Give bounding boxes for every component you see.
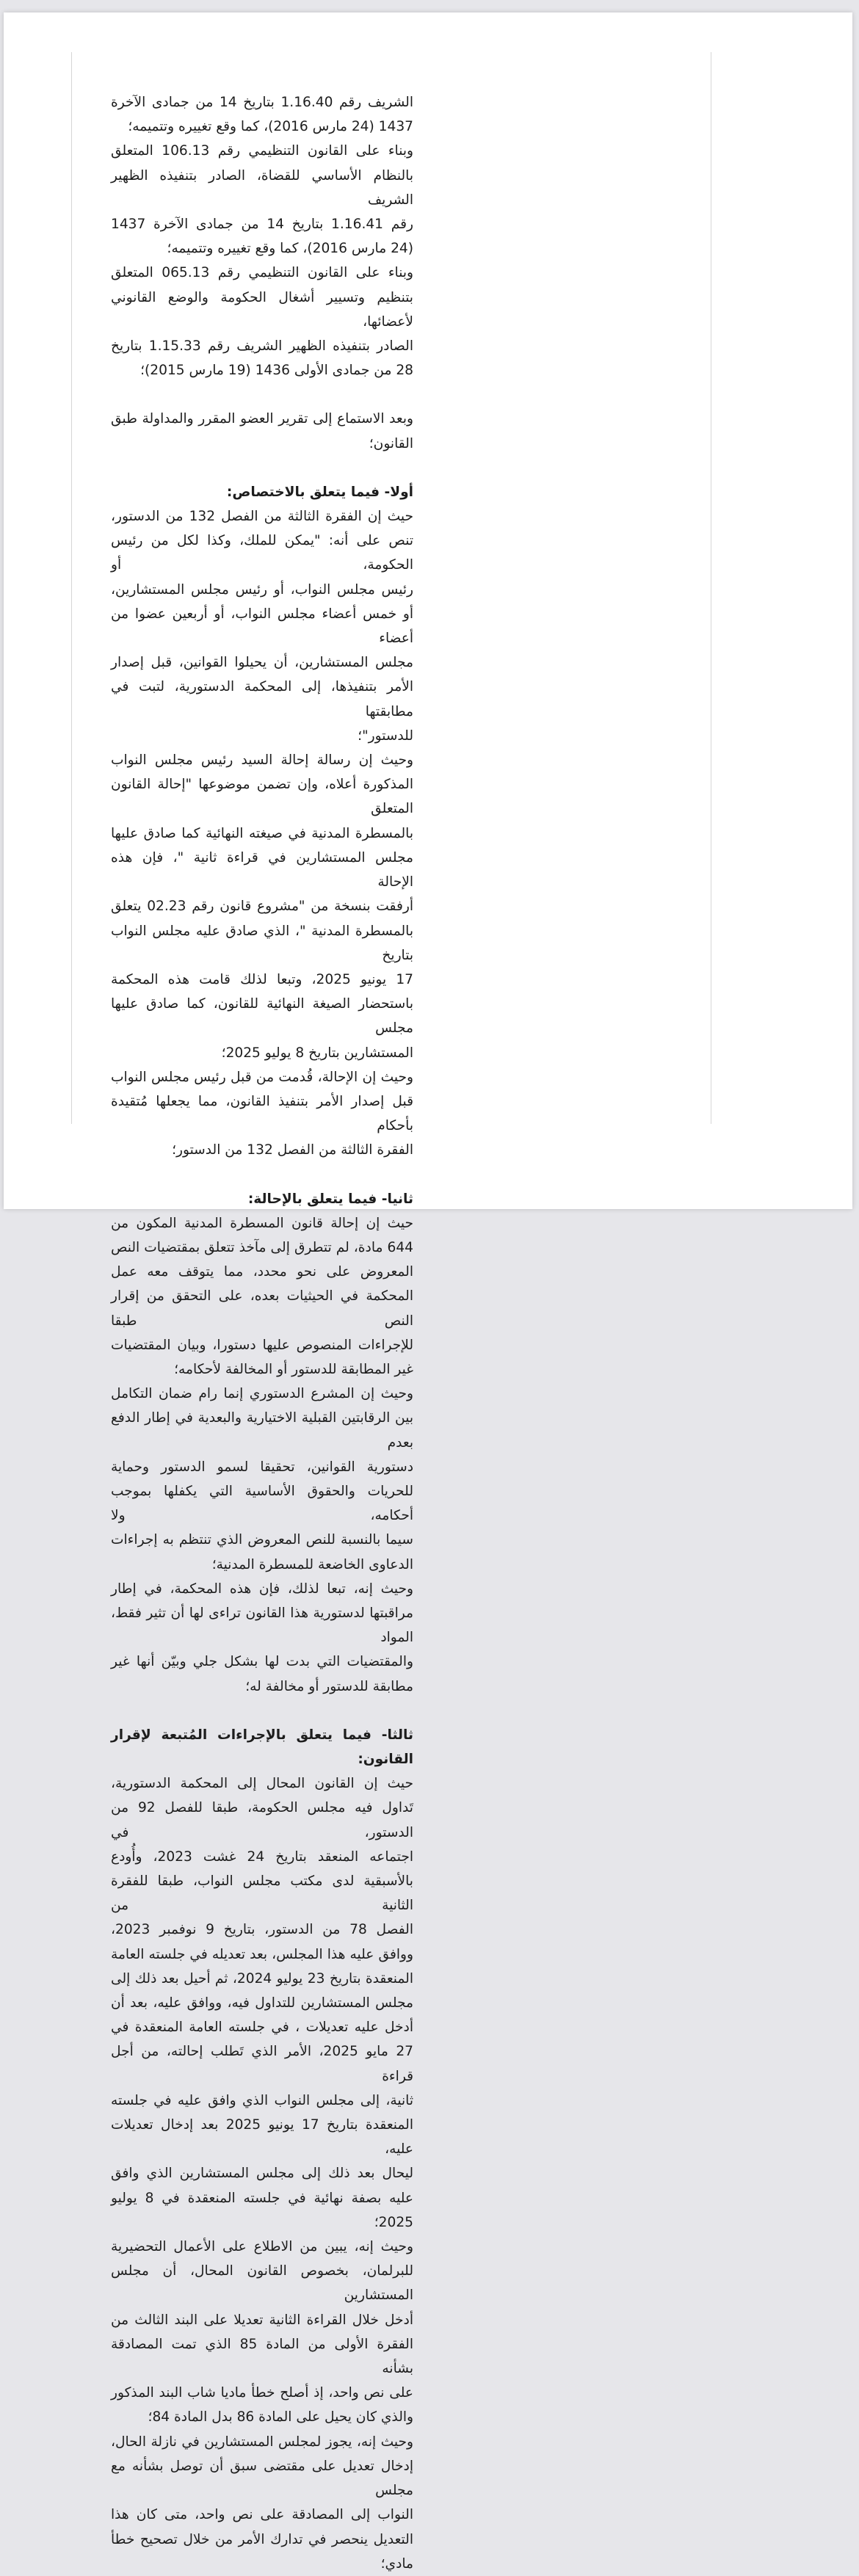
text-line: حيث إن القانون المحال إلى المحكمة الدستورية، تَداول فيه مجلس الحكومة، طبقا للفصل 92 من الدستور، في: [111, 1776, 413, 1840]
text-line: سيما بالنسبة للنص المعروض الذي تنتظم به إجراءات الدعاوى الخاضعة للمسطرة المدنية؛: [111, 1532, 413, 1572]
text-line: ليحال بعد ذلك إلى مجلس المستشارين الذي وافق عليه بصفة نهائية في جلسته المنعقدة في 8 يوليو 2025؛: [111, 2166, 413, 2230]
hearing-statement: [111, 407, 413, 455]
text-line: حيث إن الفقرة الثالثة من الفصل 132 من الدستور، تنص على أنه: "يمكن للملك، وكذا لكل من رئيس الحكومة، أو: [111, 509, 413, 573]
paragraph: [111, 748, 413, 1065]
text-line: وحيث إن الإحالة، قُدمت من قبل رئيس مجلس النواب قبل إصدار الأمر بتنفيذ القانون، مما يجعلها مُتقيدة بأحكام: [111, 1069, 413, 1134]
paragraph: [111, 504, 413, 748]
text-line: الفصل 78 من الدستور، بتاريخ 9 نوفمبر 2023، ووافق عليه هذا المجلس، بعد تعديله في جلسته العامة: [111, 1922, 413, 1962]
text-line: رقم 1.16.41 بتاريخ 14 من جمادى الآخرة 1437 (24 مارس 2016)، كما وقع تغييره وتتميمه؛: [111, 217, 413, 257]
text-line: ثانية، إلى مجلس النواب الذي وافق عليه في جلسته المنعقدة بتاريخ 17 يونيو 2025 بعد إدخال تعديلات عليه،: [111, 2092, 413, 2158]
text-line: للإجراءات المنصوص عليها دستورا، وبيان المقتضيات غير المطابقة للدستور أو المخالفة لأحكامه؛: [111, 1337, 413, 1377]
text-line: وبناء على القانون التنظيمي رقم 106.13 المتعلق بالنظام الأساسي للقضاة، الصادر بتنفيذه الظهير الشريف: [111, 143, 413, 208]
text-line: الفقرة الثالثة من الفصل 132 من الدستور؛: [172, 1142, 413, 1158]
text-line: وحيث إن المشرع الدستوري إنما رام ضمان التكامل بين الرقابتين القبلية الاختيارية والبعدية في إطار الدفع بعدم: [111, 1386, 413, 1451]
text-line: وحيث إنه، يجوز لمجلس المستشارين في نازلة الحال، إدخال تعديل على مقتضى سبق أن توصل بشأنه مع مجلس: [111, 2434, 413, 2499]
text-line: اجتماعه المنعقد بتاريخ 24 غشت 2023، وأُودع بالأسبقية لدى مكتب مجلس النواب، طبقا للفقرة الثانية من: [111, 1848, 414, 1914]
text-line: الشريف رقم 1.16.40 بتاريخ 14 من جمادى الآخرة 1437 (24 مارس 2016)، كما وقع تغييره وتتميمه؛: [111, 95, 413, 135]
text-line: وبناء على القانون التنظيمي رقم 065.13 المتعلق بتنظيم وتسيير أشغال الحكومة والوضع القانوني لأعضائها،: [111, 265, 413, 330]
text-line: وحيث إنه، تبعا لذلك، فإن هذه المحكمة، في إطار مراقبتها لدستورية هذا القانون تراءى لها أن تثير فقط، المواد: [111, 1581, 413, 1646]
text-line: للدستور"؛: [358, 728, 413, 744]
paragraph: [111, 1771, 413, 2235]
text-line: وحيث إنه، يبين من الاطلاع على الأعمال التحضيرية للبرلمان، بخصوص القانون المحال، أن مجلس المستشارين: [111, 2239, 413, 2304]
text-line: المعروض على نحو محدد، مما يتوقف معه عمل المحكمة في الحيثيات بعده، على التحقق من إقرار النص طبقا: [111, 1264, 413, 1329]
text-line: أدخل عليه تعديلات ، في جلسته العامة المنعقدة في 27 مايو 2025، الأمر الذي تَطلب إحالته، من أجل قراءة: [111, 2020, 413, 2084]
text-line: على نص واحد، إذ أصلح خطأ ماديا شاب البند المذكور والذي كان يحيل على المادة 86 بدل المادة 84؛: [111, 2385, 413, 2426]
document-page: [4, 12, 852, 2572]
text-line: وبعد الاستماع إلى تقرير العضو المقرر والمداولة طبق القانون؛: [111, 411, 413, 451]
text-line: المنعقدة بتاريخ 23 يوليو 2024، ثم أحيل بعد ذلك إلى مجلس المستشارين للتداول فيه، ووافق عليه، بعد أن: [111, 1970, 413, 2011]
text-line: بالمسطرة المدنية في صيغته النهائية كما صادق عليها مجلس المستشارين في قراءة ثانية "، فإن هذه الإحالة: [111, 825, 413, 890]
text-line: حيث إن إحالة قانون المسطرة المدنية المكون من 644 مادة، لم تتطرق إلى مآخذ تتعلق بمقتضيات النص: [111, 1215, 413, 1255]
paragraph: [111, 1577, 413, 1699]
section-heading-procedures: [111, 1723, 413, 1771]
section-heading-jurisdiction: [111, 480, 413, 504]
paragraph: [111, 1065, 413, 1163]
text-line: وحيث إن رسالة إحالة السيد رئيس مجلس النواب المذكورة أعلاه، وإن تضمن موضوعها "إحالة القانون المتعلق: [111, 752, 413, 817]
text-line: المستشارين بتاريخ 8 يوليو 2025؛: [221, 1045, 413, 1061]
text-line: مجلس المستشارين، أن يحيلوا القوانين، قبل إصدار الأمر بتنفيذها، إلى المحكمة الدستورية، لتبت في مطابقتها: [111, 655, 413, 719]
text-line: دستورية القوانين، تحقيقا لسمو الدستور وحماية للحريات والحقوق الأساسية التي يكفلها بموجب أحكامه، ولا: [111, 1459, 413, 1524]
text-line: النواب إلى المصادقة على نص واحد، متى كان هذا التعديل ينحصر في تدارك الأمر من خلال تصحيح خطأ مادي؛: [111, 2507, 413, 2572]
preamble-paragraph: [111, 139, 413, 261]
page-frame: [71, 52, 711, 2572]
paragraph: [111, 2235, 413, 2430]
paragraph: [111, 1211, 413, 1382]
section-heading-referral: [111, 1187, 413, 1211]
document-body: [111, 90, 413, 2576]
preamble-paragraph: [111, 90, 413, 139]
heading-text: ثانيا- فيما يتعلق بالإحالة:: [247, 1191, 413, 1207]
text-line: الصادر بتنفيذه الظهير الشريف رقم 1.15.33 بتاريخ 28 من جمادى الأولى 1436 (19 مارس 2015)؛: [111, 338, 413, 379]
text-line: رئيس مجلس النواب، أو رئيس مجلس المستشارين، أو خمس أعضاء مجلس النواب، أو أربعين عضوا من أعضاء: [111, 581, 413, 647]
text-line: 17 يونيو 2025، وتبعا لذلك قامت هذه المحكمة باستحضار الصيغة النهائية للقانون، كما صادق عليها مجلس: [111, 971, 413, 1037]
text-line: أرفقت بنسخة من "مشروع قانون رقم 02.23 يتعلق بالمسطرة المدنية "، الذي صادق عليه مجلس النواب بتاريخ: [111, 899, 413, 963]
heading-text: ثالثا- فيما يتعلق بالإجراءات المُتبعة لإقرار القانون:: [111, 1727, 413, 1767]
paragraph: [111, 2430, 413, 2576]
preamble-paragraph: [111, 261, 413, 382]
paragraph: [111, 1382, 413, 1577]
text-line: أدخل خلال القراءة الثانية تعديلا على البند الثالث من الفقرة الأولى من المادة 85 الذي تمت المصادقة بشأنه: [111, 2312, 413, 2377]
heading-text: أولا- فيما يتعلق بالاختصاص:: [226, 484, 413, 500]
text-line: والمقتضيات التي بدت لها بشكل جلي وبيّن أنها غير مطابقة للدستور أو مخالفة له؛: [111, 1654, 413, 1694]
